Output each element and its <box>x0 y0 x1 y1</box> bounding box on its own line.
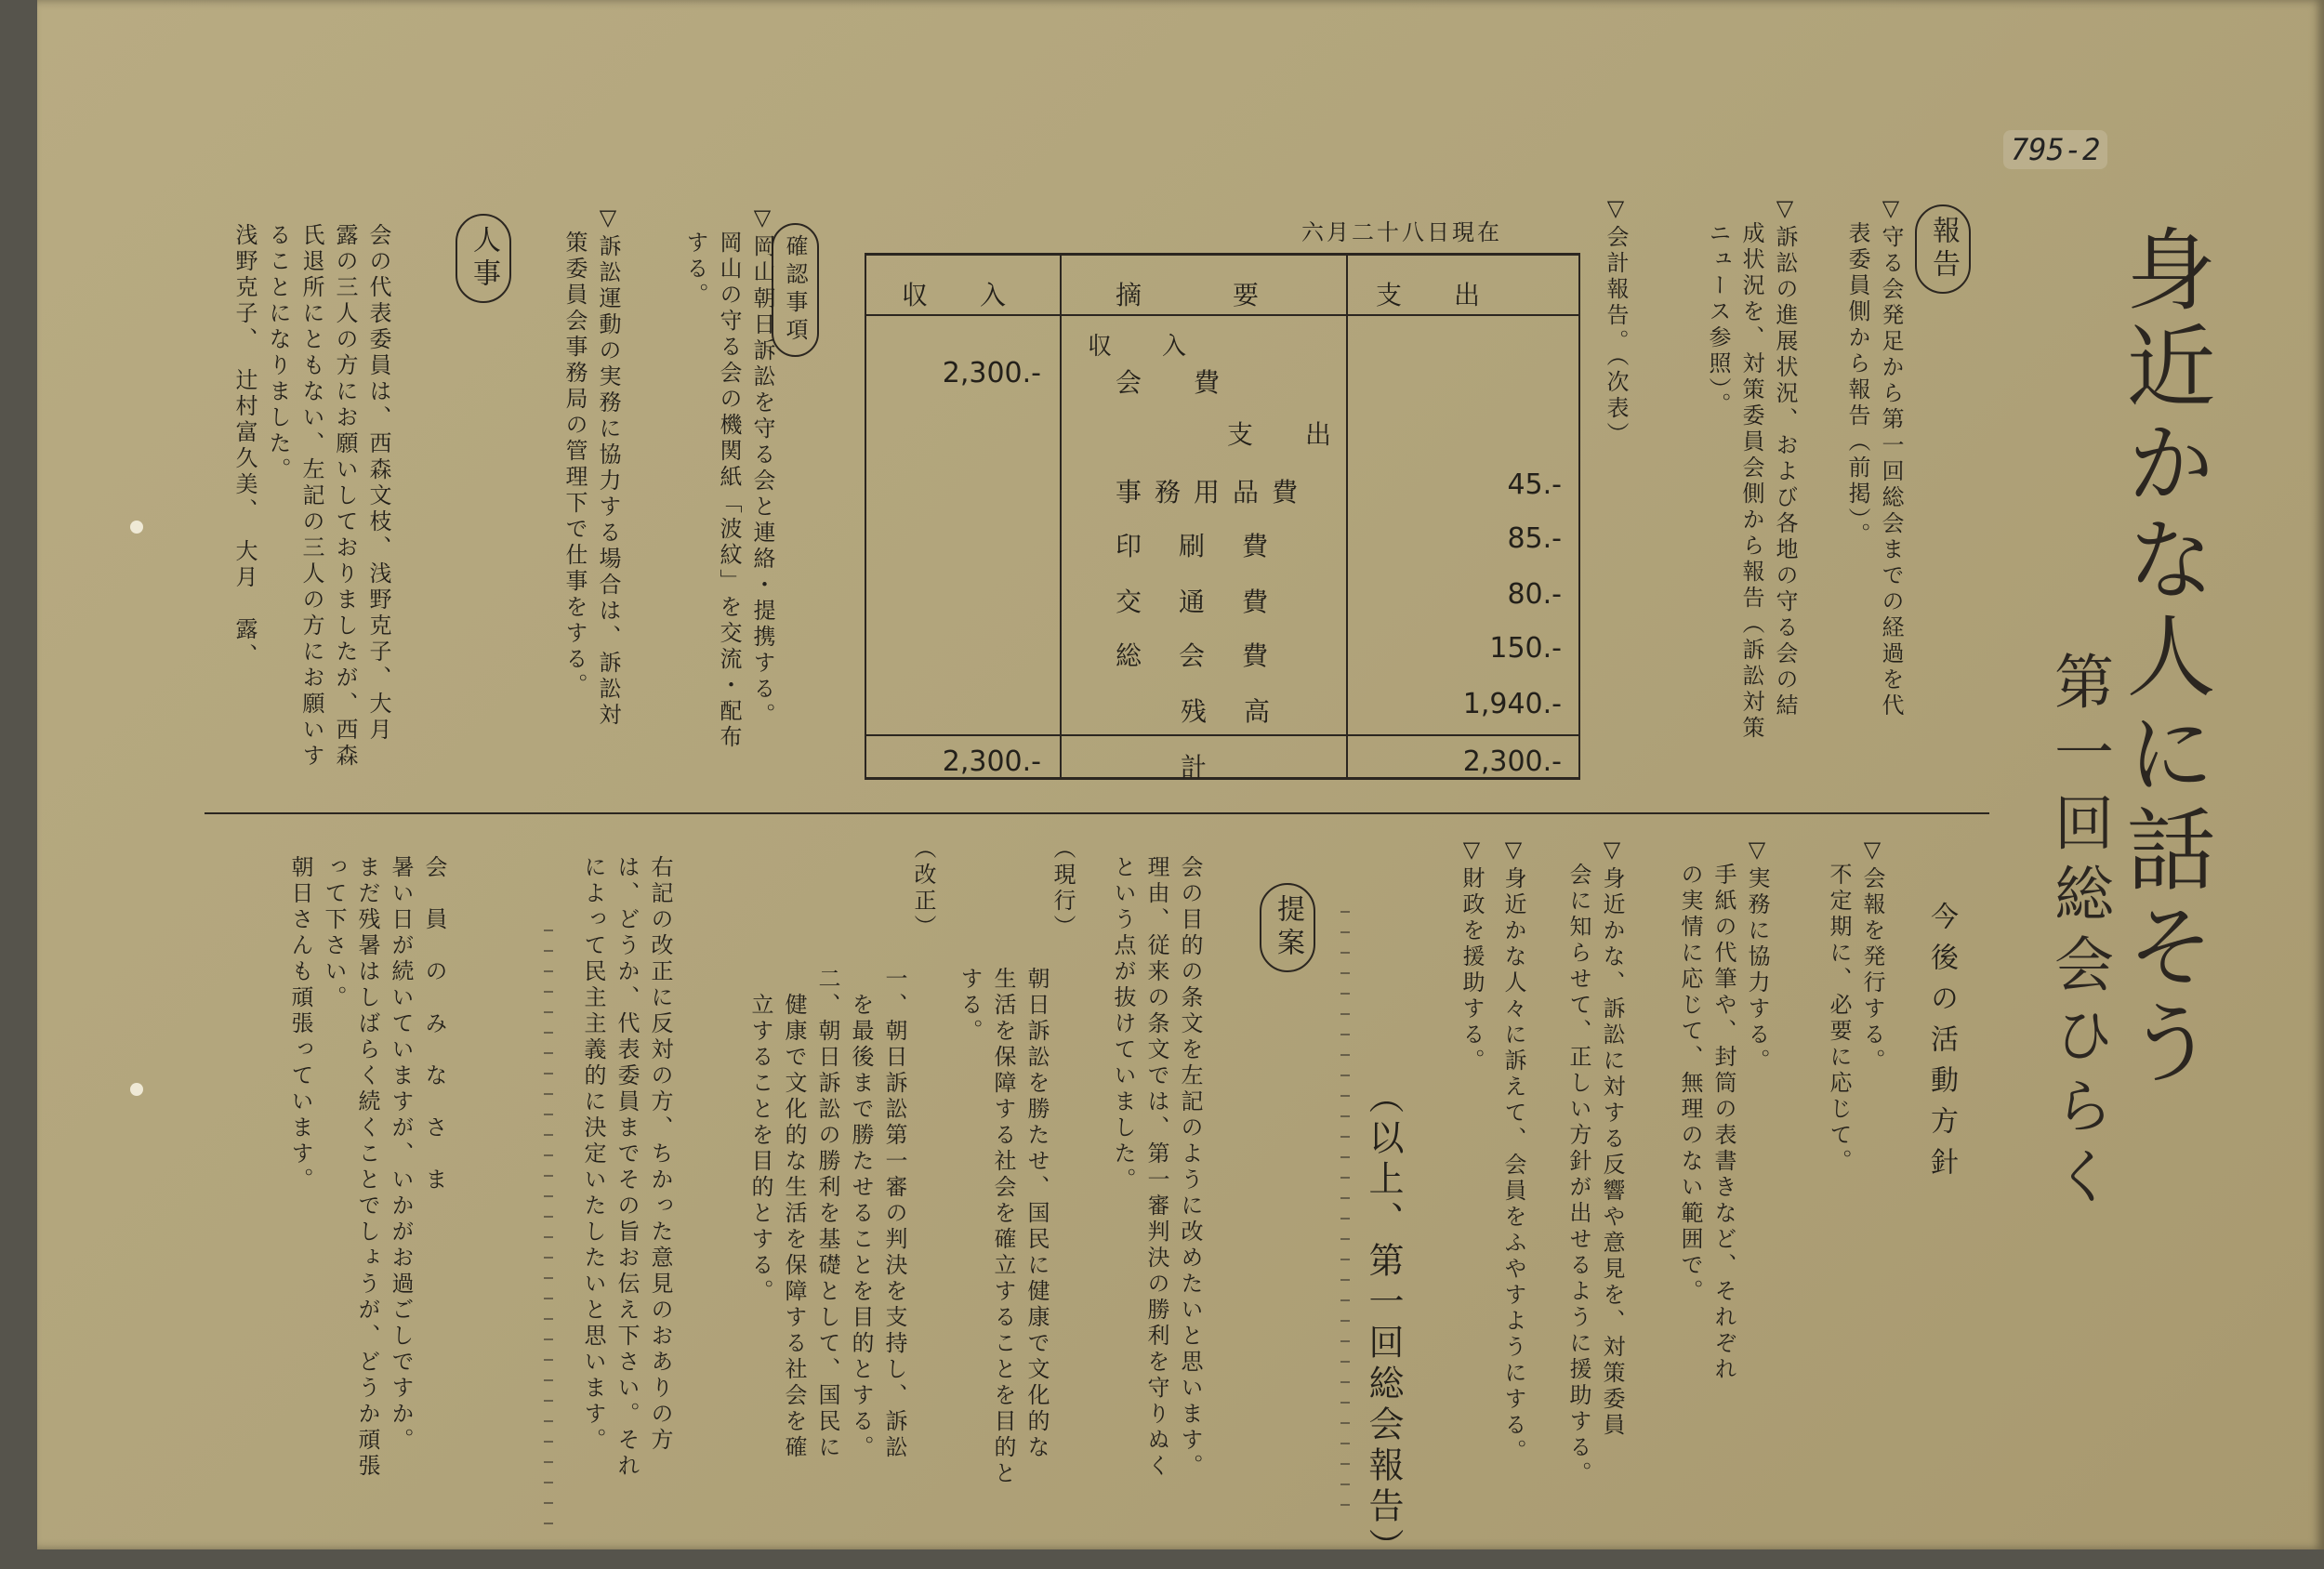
wavy-divider <box>544 911 553 1524</box>
total-label: 計 <box>1181 752 1221 783</box>
report-item: ▽会計報告。（次表） <box>1603 195 1629 448</box>
current-label: （現行） <box>1050 837 1076 941</box>
expense-row-value: 150.- <box>1489 632 1562 665</box>
jinji-badge: 人事 <box>456 214 511 303</box>
teian-badge: 提案 <box>1260 883 1315 972</box>
teian-intro: 会の目的の条文を左記のように改めたいと思います。 理由、従来の条文では、第一審判決の勝利を守りぬく という点が抜けていました。 <box>1110 855 1203 1480</box>
income-item: 会 費 <box>1116 367 1234 398</box>
report-item: ▽訴訟の進展状況、および各地の守る会の結 成状況を、対策委員会側から報告（訴訟対策 ニュース参照）。 <box>1705 195 1798 742</box>
teian-closing: 右記の改正に反対の方、ちかった意見のおありの方 は、どうか、代表委員までその旨お伝え下さい。それ によって民主主義的に決定いたしたいと思います。 <box>580 855 673 1480</box>
table-date: 六月二十八日現在 <box>1301 219 1502 245</box>
policy-item: ▽実務に協力する。 手紙の代筆や、封筒の表書きなど、それぞれ の実情に応じて、無理のない範囲で。 <box>1677 837 1770 1383</box>
policy-item: ▽身近かな人々に訴えて、会員をふやすようにする。 <box>1500 837 1526 1465</box>
expense-row-value: 1,940.- <box>1462 688 1562 720</box>
headline: 身近かな人に話そう <box>2112 223 2216 1093</box>
expense-row-value: 80.- <box>1507 578 1562 611</box>
policy-item: ▽会報を発行する。 不定期に、必要に応じて。 <box>1826 837 1885 1175</box>
header-summary: 摘 要 <box>1116 280 1273 310</box>
kakunin-badge: 確認事項 <box>772 223 819 357</box>
expense-row-label: 事務用品費 <box>1116 477 1312 508</box>
expense-section-label: 支 出 <box>1227 419 1345 450</box>
revised-label: （改正） <box>910 837 936 941</box>
punch-hole <box>130 521 143 534</box>
archive-note: 795-2 <box>2003 130 2107 169</box>
policy-closing: （以上、第一回総会報告） <box>1363 1078 1404 1569</box>
expense-row-label: 交通費 <box>1116 587 1306 617</box>
report-badge: 報告 <box>1915 204 1971 294</box>
policy-heading: 今後の活動方針 <box>1925 902 1958 1188</box>
punch-hole <box>130 1083 143 1096</box>
income-section-label: 収 入 <box>1088 333 1200 361</box>
greeting-text: 会 員 の み な さ ま 暑い日が続いていますが、いかがお過ごしですか。 まだ残暑はしばらく続くことでしょうが、どうか頑張 って下さい。 朝日さんも頑張っています。 <box>287 855 447 1480</box>
wavy-divider <box>1340 892 1350 1506</box>
expense-row-label: 残高 <box>1181 696 1308 727</box>
jinji-text: 会の代表委員は、西森文枝、浅野克子、大月 露の三人の方にお願いしておりましたが、西森 氏退所にともない、左記の三人の方にお願いす ることになりました。 浅野克子、 辻村富久美、 大月 露、 <box>231 223 391 770</box>
section-divider <box>205 812 1989 814</box>
expense-row-value: 45.- <box>1507 468 1562 501</box>
income-value: 2,300.- <box>942 357 1041 389</box>
revised-text: 一、朝日訴訟第一審の判決を支持し、訴訟 を最後まで勝たせることを目的とする。 二、朝日訴訟の勝利を基礎として、国民に 健康で文化的な生活を保障する社会を確 立することを目的とする。 <box>747 967 907 1461</box>
kakunin-item: ▽岡山朝日訴訟を守る会と連絡・提携する。 岡山の守る会の機関紙「波紋」を交流・配布 する。 <box>682 204 775 751</box>
expense-row-label: 印刷費 <box>1116 531 1306 561</box>
subheadline: 第一回総会ひらく <box>2044 651 2113 1216</box>
kakunin-item: ▽訴訟運動の実務に協力する場合は、訴訟対 策委員会事務局の管理下で仕事をする。 <box>561 204 621 729</box>
expense-row-value: 85.- <box>1507 522 1562 555</box>
current-text: 朝日訴訟を勝たせ、国民に健康で文化的な 生活を保障する社会を確立することを目的と する。 <box>957 967 1050 1487</box>
expense-row-label: 総会費 <box>1116 640 1306 671</box>
policy-item: ▽財政を援助する。 <box>1459 837 1485 1075</box>
header-income: 収 入 <box>902 280 1020 310</box>
total-income: 2,300.- <box>942 745 1041 778</box>
document-sheet <box>37 0 2324 1569</box>
total-expense: 2,300.- <box>1462 745 1562 778</box>
header-expense: 支 出 <box>1376 280 1494 310</box>
report-item: ▽守る会発足から第一回総会までの経過を代 表委員側から報告（前掲）。 <box>1844 195 1904 719</box>
policy-item: ▽身近かな、訴訟に対する反響や意見を、対策委員 会に知らせて、正しい方針が出せるように援助する。 <box>1565 837 1625 1487</box>
